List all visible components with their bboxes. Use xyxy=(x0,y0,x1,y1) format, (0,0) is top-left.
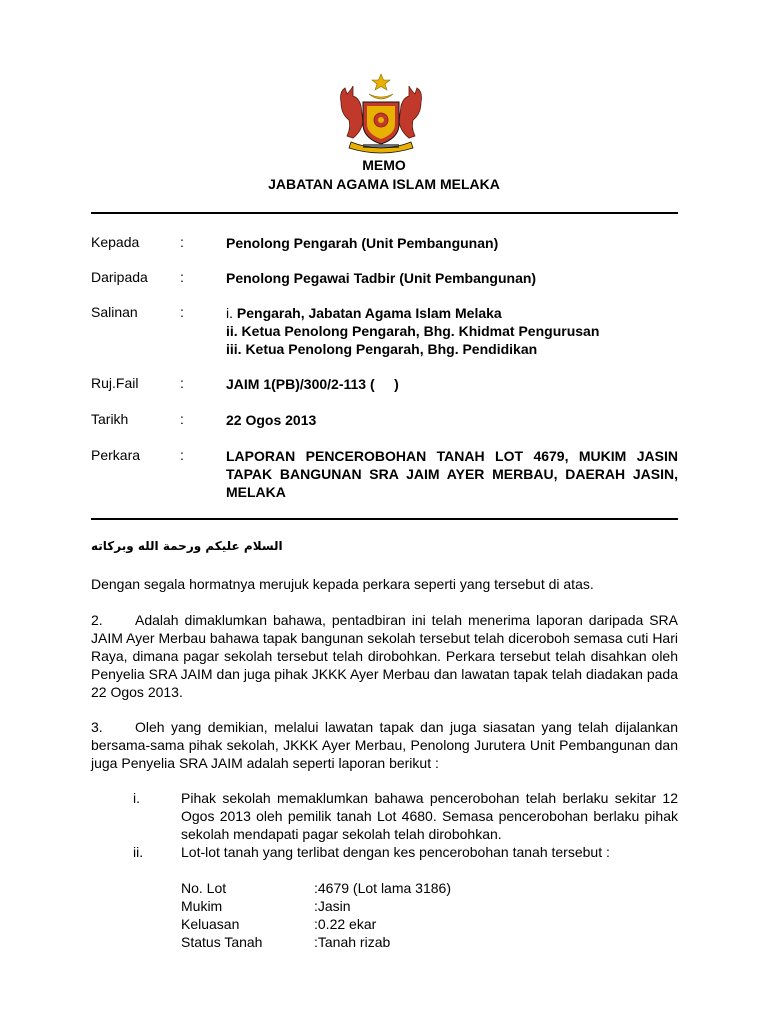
lot-detail-key: Keluasan xyxy=(181,916,240,932)
top-divider xyxy=(91,212,678,214)
lot-detail-key: Mukim xyxy=(181,898,223,914)
paragraph-number: 2. xyxy=(91,612,103,628)
field-value: 22 Ogos 2013 xyxy=(226,412,317,428)
field-value: Penolong Pengarah (Unit Pembangunan) xyxy=(226,235,499,251)
lot-detail-value: :4679 (Lot lama 3186) xyxy=(314,880,451,896)
lot-detail-key: Status Tanah xyxy=(181,934,263,950)
arabic-greeting: السلام عليكم ورحمة الله وبركاته xyxy=(91,539,283,553)
state-crest-icon xyxy=(333,72,429,156)
lot-detail-value: :Tanah rizab xyxy=(314,934,391,950)
opening-paragraph: Dengan segala hormatnya merujuk kepada perkara seperti yang tersebut di atas. xyxy=(91,576,594,592)
field-colon: : xyxy=(180,234,184,250)
field-value: JAIM 1(PB)/300/2-113 ( ) xyxy=(226,376,399,392)
lot-detail-value: :0.22 ekar xyxy=(314,916,377,932)
list-item-text: Pihak sekolah memaklumkan bahawa pencerobohan telah berlaku sekitar 12 Ogos 2013 oleh pemilik tanah Lot 4680. Semasa pencerobohan berlaku pihak sekolah mendapati pagar sekolah telah dirobohkan. xyxy=(181,790,678,842)
lot-detail-value: :Jasin xyxy=(314,898,351,914)
paragraph-text: Oleh yang demikian, melalui lawatan tapak dan juga siasatan yang telah dijalankan bersama-sama pihak sekolah, JKKK Ayer Merbau, Penolong Jurutera Unit Pembangunan dan juga Penyelia SRA JAIM adalah seperti laporan berikut : xyxy=(91,719,678,771)
field-colon: : xyxy=(180,447,184,463)
memo-heading: MEMO xyxy=(362,157,406,173)
salinan-line-3: iii. Ketua Penolong Pengarah, Bhg. Pendidikan xyxy=(226,341,538,357)
field-label: Ruj.Fail xyxy=(91,375,139,391)
paragraph-number: 3. xyxy=(91,719,103,735)
field-colon: : xyxy=(180,375,184,391)
field-value: Penolong Pegawai Tadbir (Unit Pembangunan) xyxy=(226,270,537,286)
field-colon: : xyxy=(180,269,184,285)
paragraph-3 xyxy=(91,718,678,772)
department-heading: JABATAN AGAMA ISLAM MELAKA xyxy=(268,176,500,192)
salinan-line-1: i. Pengarah, Jabatan Agama Islam Melaka xyxy=(226,305,502,321)
bottom-divider xyxy=(91,518,678,520)
salinan-line-2: ii. Ketua Penolong Pengarah, Bhg. Khidmat Pengurusan xyxy=(226,323,600,339)
field-label: Perkara xyxy=(91,447,141,463)
field-value: LAPORAN PENCEROBOHAN TANAH LOT 4679, MUKIM JASIN TAPAK BANGUNAN SRA JAIM AYER MERBAU, DAERAH JASIN, MELAKA xyxy=(226,448,678,500)
list-item-number: i. xyxy=(133,790,140,806)
field-label: Kepada xyxy=(91,234,140,250)
field-colon: : xyxy=(180,411,184,427)
field-value xyxy=(226,304,678,358)
field-colon: : xyxy=(180,304,184,320)
lot-detail-key: No. Lot xyxy=(181,880,227,896)
field-label: Salinan xyxy=(91,304,138,320)
field-label: Daripada xyxy=(91,269,148,285)
paragraph-2 xyxy=(91,611,678,701)
paragraph-text: Adalah dimaklumkan bahawa, pentadbiran ini telah menerima laporan daripada SRA JAIM Ayer Merbau bahawa tapak bangunan sekolah tersebut telah diceroboh semasa cuti Hari Raya, dimana pagar sekolah tersebut telah dirobohkan. Perkara tersebut telah disahkan oleh Penyelia SRA JAIM dan juga pihak JKKK Ayer Merbau dan lawatan tapak telah diadakan pada 22 Ogos 2013. xyxy=(91,612,678,700)
list-item-number: ii. xyxy=(133,844,144,860)
field-label: Tarikh xyxy=(91,411,129,427)
list-item-text: Lot-lot tanah yang terlibat dengan kes pencerobohan tanah tersebut : xyxy=(181,844,610,860)
